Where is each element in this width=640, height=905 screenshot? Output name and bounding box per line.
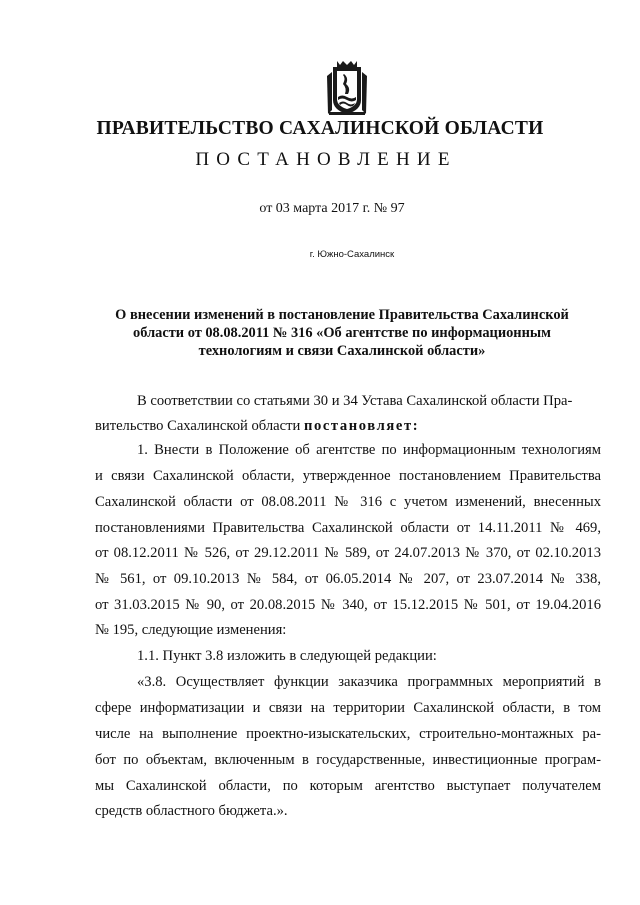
subject-line: области от 08.08.2011 № 316 «Об агентстве по информационным [133, 325, 551, 341]
coat-of-arms-emblem [324, 60, 370, 116]
item-1-line: № 195, следующие изменения: [95, 622, 287, 638]
subject-line: О внесении изменений в постановление Правительства Сахалинской [115, 307, 569, 323]
quote-line: мы Сахалинской области, по которым агентство выступает получателем [95, 778, 601, 794]
document-subject [95, 306, 589, 360]
item-1-1-line: 1.1. Пункт 3.8 изложить в следующей редакции: [137, 648, 437, 664]
subject-line: технологиям и связи Сахалинской области» [198, 343, 486, 359]
quote-line: бот по объектам, включенным в государственные, инвестиционные програм- [95, 752, 601, 768]
quote-line: «3.8. Осуществляет функции заказчика программных мероприятий в [137, 674, 601, 690]
quote-line: сфере информатизации и связи на территории Сахалинской области, в том [95, 700, 601, 716]
item-1-line: от 31.03.2015 № 90, от 20.08.2015 № 340, от 15.12.2015 № 501, от 19.04.2016 [95, 597, 601, 613]
item-1-line: Сахалинской области от 08.08.2011 № 316 с учетом изменений, внесенных [95, 494, 601, 510]
item-1-line: от 08.12.2011 № 526, от 29.12.2011 № 589, от 24.07.2013 № 370, от 02.10.2013 [95, 545, 601, 561]
preamble-line [95, 418, 419, 435]
document-type: ПОСТАНОВЛЕНИЕ [195, 149, 457, 170]
preamble-emphasis: постановляет: [303, 418, 420, 434]
item-1-line: постановлениями Правительства Сахалинской области от 14.11.2011 № 469, [95, 520, 601, 536]
item-1-line: и связи Сахалинской области, утвержденное постановлением Правительства [95, 468, 601, 484]
preamble-text: вительство Сахалинской области [95, 418, 304, 434]
preamble-line: В соответствии со статьями 30 и 34 Устава Сахалинской области Пра- [137, 393, 573, 409]
item-1-line: 1. Внести в Положение об агентстве по информационным технологиям [137, 442, 601, 458]
document-city: г. Южно-Сахалинск [309, 249, 395, 260]
document-date-number: от 03 марта 2017 г. № 97 [259, 201, 405, 216]
quote-line: числе на выполнение проектно-изыскательских, строительно-монтажных ра- [95, 726, 601, 742]
government-title: ПРАВИТЕЛЬСТВО САХАЛИНСКОЙ ОБЛАСТИ [96, 118, 544, 139]
item-1-line: № 561, от 09.10.2013 № 584, от 06.05.2014 № 207, от 23.07.2014 № 338, [95, 571, 601, 587]
quote-line: средств областного бюджета.». [95, 803, 288, 819]
